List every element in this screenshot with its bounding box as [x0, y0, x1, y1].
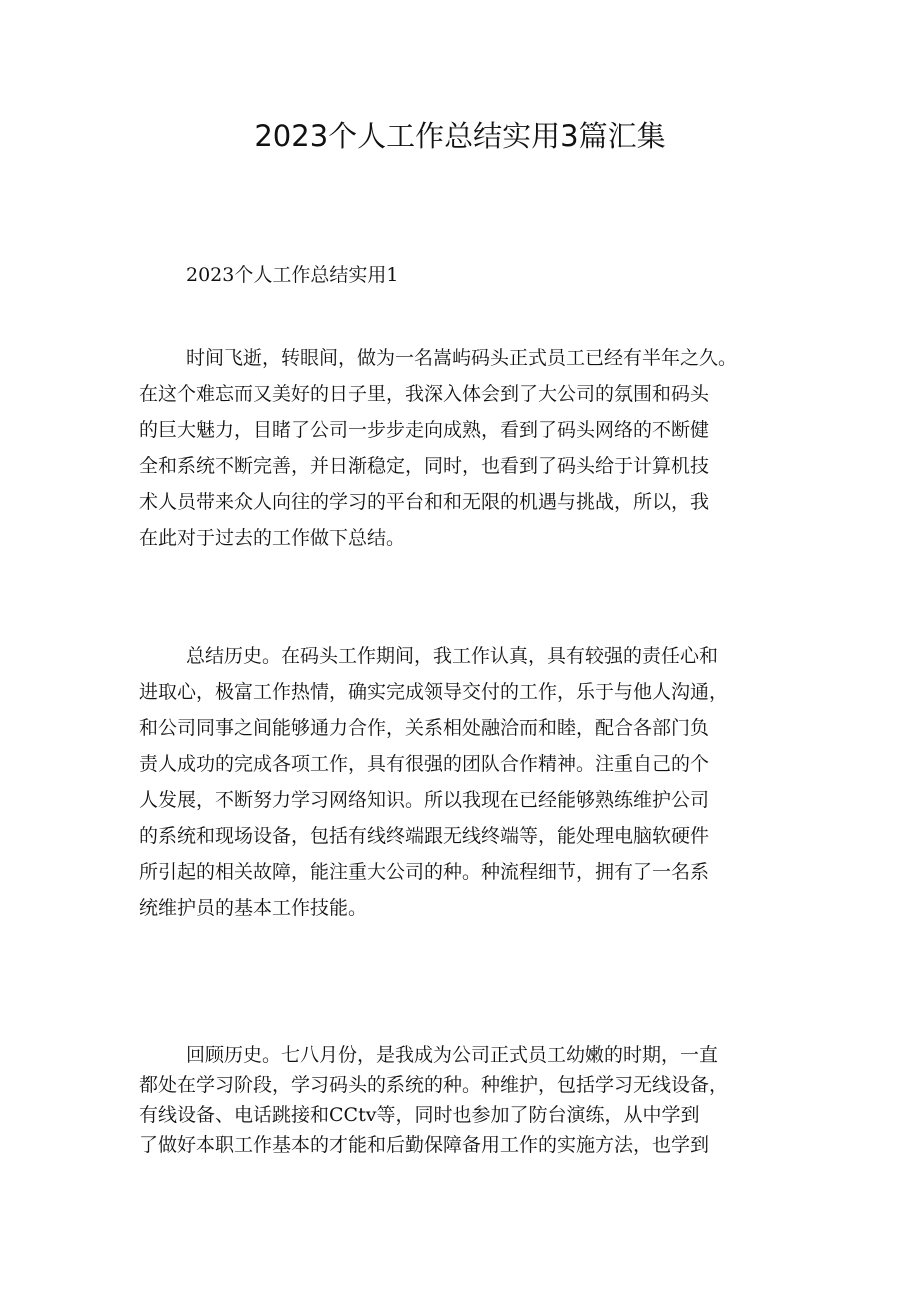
- paragraph-line: 的系统和现场设备，包括有线终端跟无线终端等，能处理电脑软硬件: [139, 825, 710, 847]
- paragraph-line: 所引起的相关故障，能注重大公司的种。种流程细节，拥有了一名系: [139, 861, 710, 883]
- paragraph-line: 在这个难忘而又美好的日子里，我深入体会到了大公司的氛围和码头: [139, 383, 710, 405]
- paragraph-line: 进取心，极富工作热情，确实完成领导交付的工作，乐于与他人沟通，: [139, 681, 729, 703]
- paragraph-line: 和公司同事之间能够通力合作，关系相处融洽而和睦，配合各部门负: [139, 717, 710, 739]
- paragraph-line: 都处在学习阶段，学习码头的系统的种。种维护，包括学习无线设备，: [139, 1074, 729, 1096]
- paragraph-line: 回顾历史。七八月份，是我成为公司正式员工幼嫩的时期，一直: [186, 1044, 719, 1066]
- paragraph-3: [139, 1040, 789, 1160]
- paragraph-line: 术人员带来众人向往的学习的平台和和无限的机遇与挑战，所以，我: [139, 491, 710, 513]
- paragraph-line: 全和系统不断完善，并日渐稳定，同时，也看到了码头给于计算机技: [139, 455, 710, 477]
- paragraph-line: 了做好本职工作基本的才能和后勤保障备用工作的实施方法，也学到: [139, 1134, 710, 1156]
- paragraph-line: 责人成功的完成各项工作，具有很强的团队合作精神。注重自己的个: [139, 753, 710, 775]
- paragraph-line: 有线设备、电话跳接和CCtv等，同时也参加了防台演练，从中学到: [139, 1104, 700, 1126]
- paragraph-line: 总结历史。在码头工作期间，我工作认真，具有较强的责任心和: [186, 645, 719, 667]
- paragraph-line: 时间飞逝，转眼间，做为一名嵩屿码头正式员工已经有半年之久。: [186, 347, 738, 369]
- paragraph-line: 的巨大魅力，目睹了公司一步步走向成熟，看到了码头网络的不断健: [139, 419, 710, 441]
- paragraph-line: 在此对于过去的工作做下总结。: [139, 527, 406, 549]
- paragraph-line: 人发展，不断努力学习网络知识。所以我现在已经能够熟练维护公司: [139, 789, 710, 811]
- section-heading: 2023个人工作总结实用1: [186, 264, 399, 286]
- paragraph-2: [139, 638, 789, 926]
- paragraph-line: 统维护员的基本工作技能。: [139, 897, 368, 919]
- document-title: 2023个人工作总结实用3篇汇集: [254, 119, 666, 153]
- paragraph-1: [139, 340, 789, 556]
